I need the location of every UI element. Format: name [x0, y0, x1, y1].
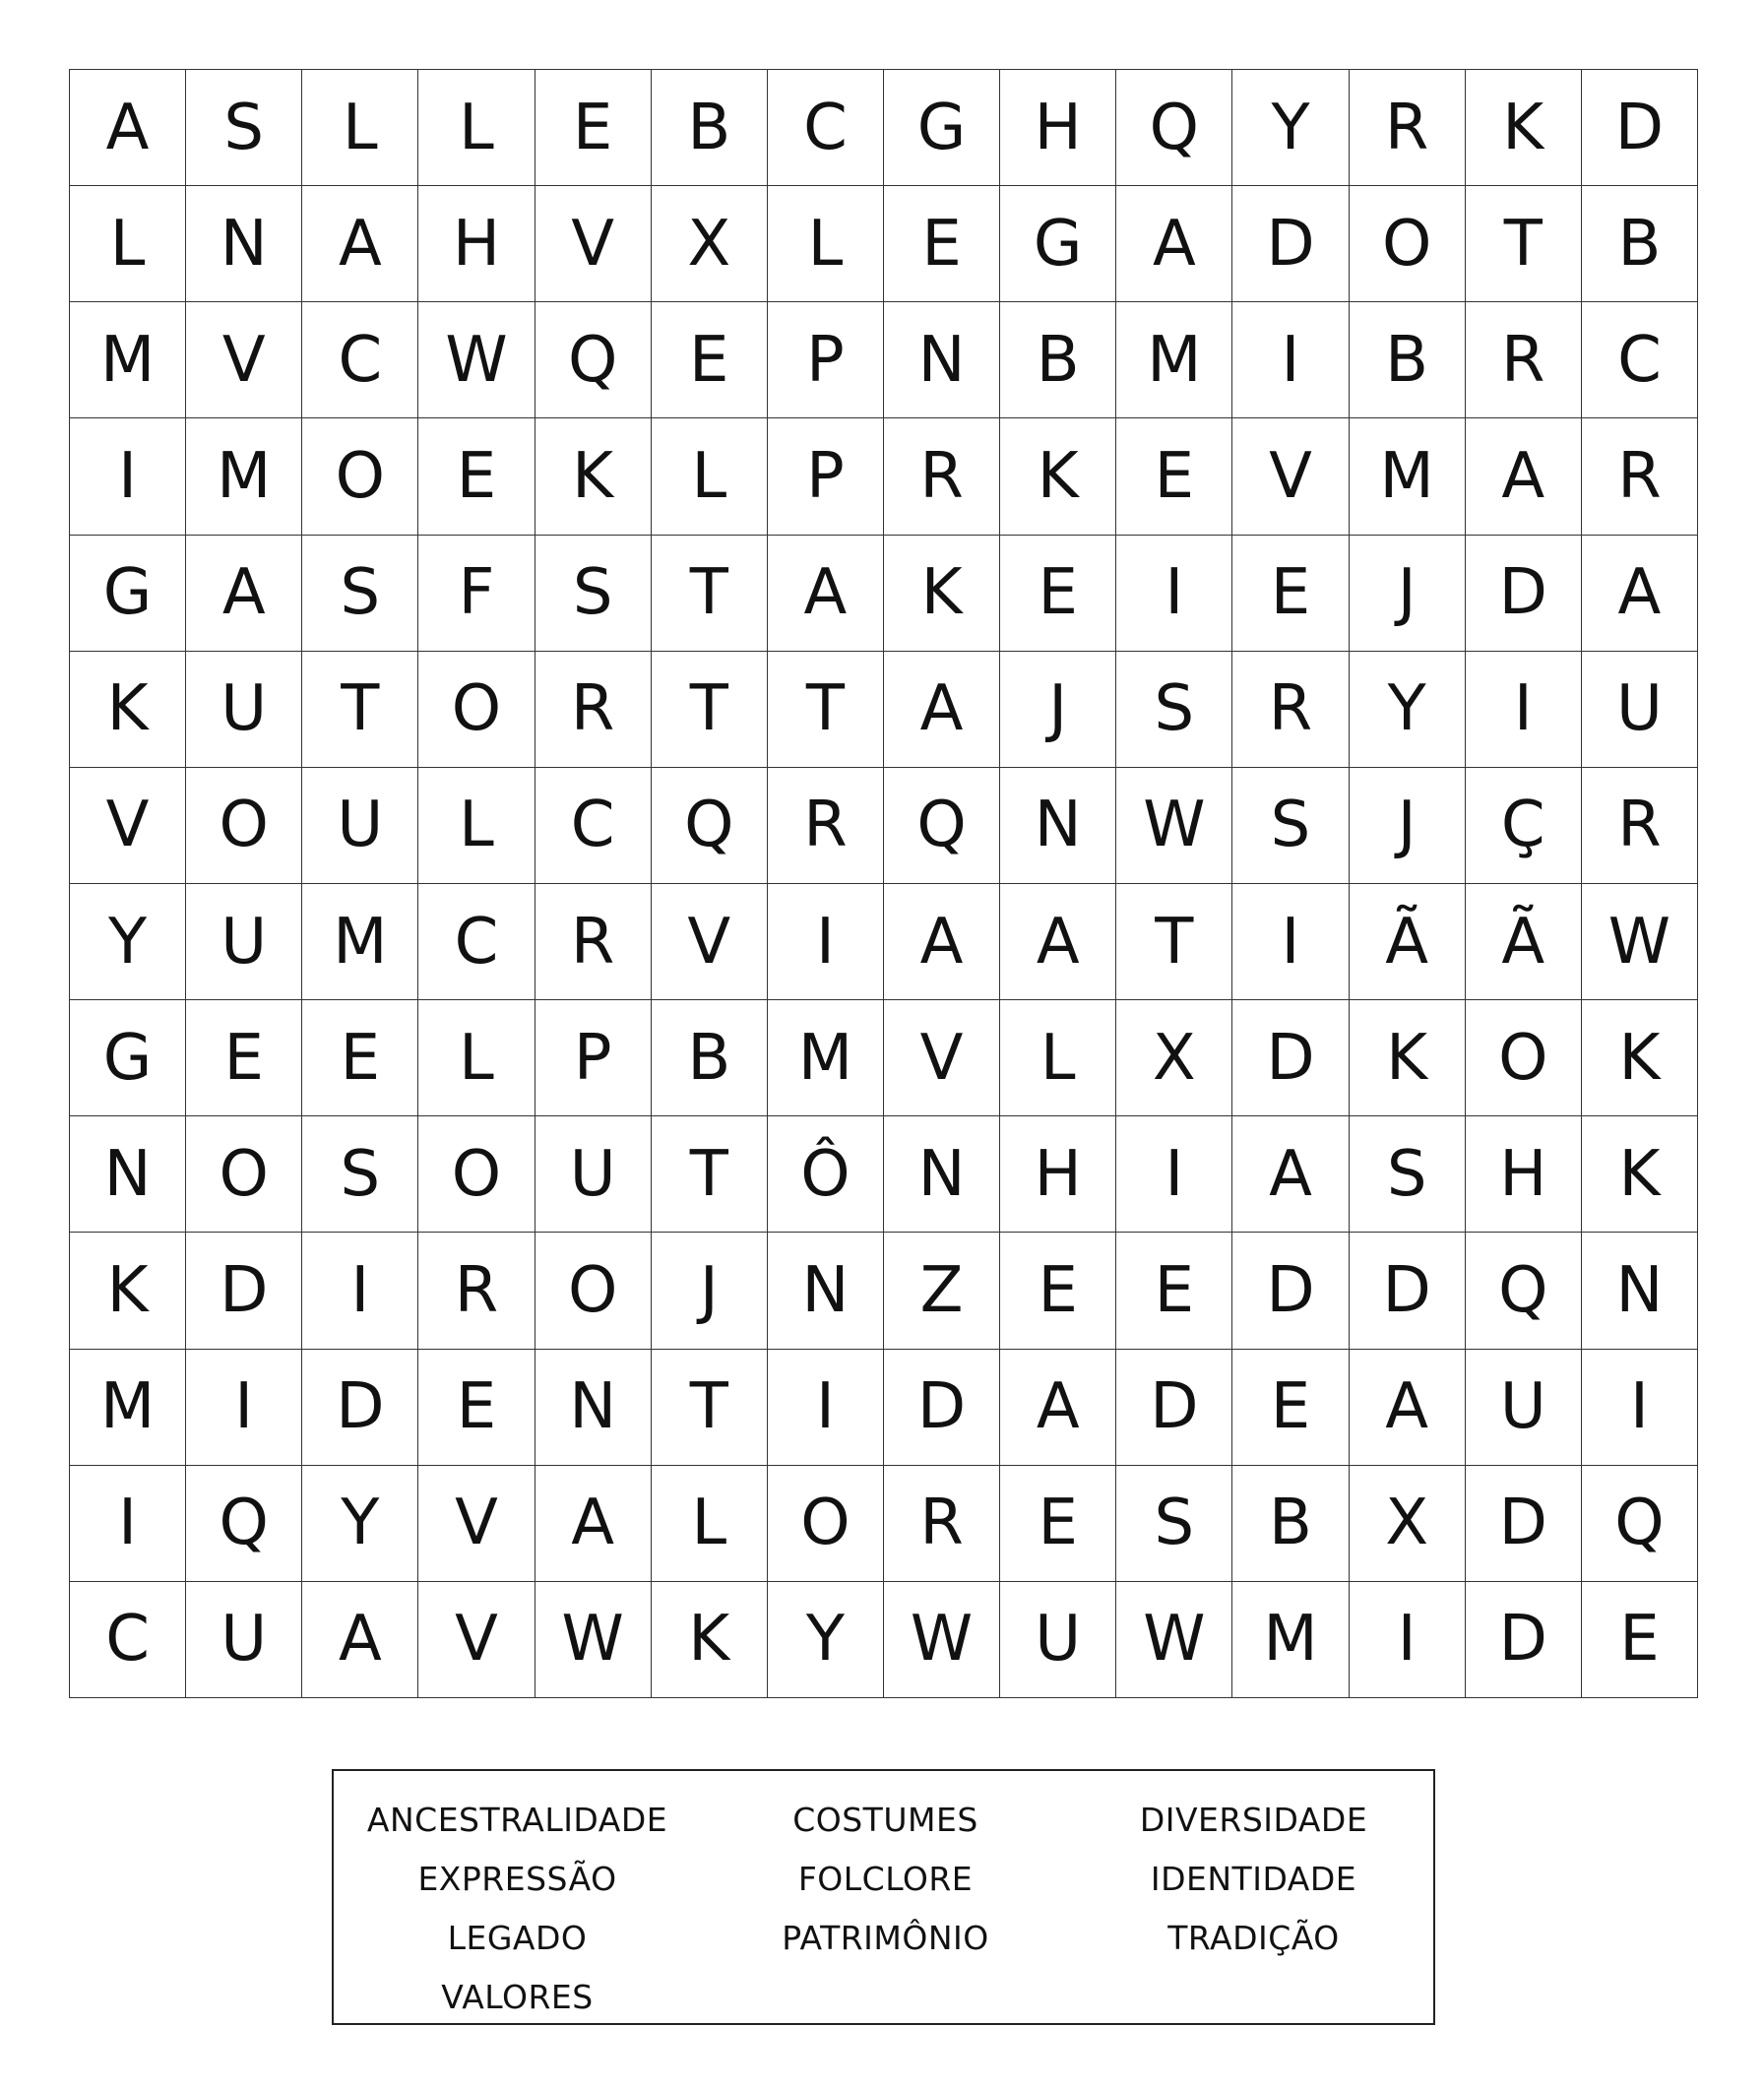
grid-cell[interactable]: L: [418, 70, 535, 186]
grid-cell[interactable]: P: [768, 302, 884, 418]
grid-cell[interactable]: R: [1582, 418, 1698, 535]
grid-cell[interactable]: U: [186, 1582, 302, 1698]
grid-cell[interactable]: D: [186, 1233, 302, 1349]
grid-cell[interactable]: N: [70, 1116, 186, 1233]
grid-cell[interactable]: R: [1350, 70, 1466, 186]
word-bank-column: [1070, 1791, 1437, 1968]
grid-cell[interactable]: E: [1000, 536, 1116, 652]
grid-cell[interactable]: G: [884, 70, 1000, 186]
grid-cell[interactable]: E: [884, 186, 1000, 302]
grid-cell[interactable]: Q: [186, 1466, 302, 1582]
grid-cell[interactable]: H: [1000, 1116, 1116, 1233]
grid-cell[interactable]: O: [418, 1116, 535, 1233]
grid-cell[interactable]: U: [302, 768, 418, 884]
grid-cell[interactable]: P: [768, 418, 884, 535]
grid-cell[interactable]: O: [536, 1233, 652, 1349]
grid-cell[interactable]: A: [70, 70, 186, 186]
grid-cell[interactable]: D: [1466, 1466, 1582, 1582]
grid-cell[interactable]: A: [186, 536, 302, 652]
word-expressao: EXPRESSÃO: [417, 1860, 617, 1898]
grid-cell[interactable]: V: [1232, 418, 1349, 535]
grid-cell[interactable]: I: [1116, 1116, 1232, 1233]
word-costumes: COSTUMES: [792, 1801, 978, 1839]
grid-cell[interactable]: E: [1116, 418, 1232, 535]
grid-cell[interactable]: T: [652, 536, 768, 652]
grid-cell[interactable]: G: [70, 536, 186, 652]
grid-cell[interactable]: Y: [70, 884, 186, 1000]
grid-cell[interactable]: T: [768, 652, 884, 768]
grid-cell[interactable]: M: [186, 418, 302, 535]
grid-cell[interactable]: M: [70, 1350, 186, 1466]
grid-cell[interactable]: I: [70, 1466, 186, 1582]
grid-cell[interactable]: R: [536, 884, 652, 1000]
grid-cell[interactable]: D: [884, 1350, 1000, 1466]
word-bank-column: [334, 1791, 701, 2027]
grid-cell[interactable]: A: [1000, 884, 1116, 1000]
grid-cell[interactable]: L: [418, 1000, 535, 1116]
grid-cell[interactable]: M: [1350, 418, 1466, 535]
grid-cell[interactable]: O: [418, 652, 535, 768]
grid-cell[interactable]: T: [302, 652, 418, 768]
grid-cell[interactable]: E: [1000, 1233, 1116, 1349]
grid-cell[interactable]: K: [70, 1233, 186, 1349]
grid-cell[interactable]: Ã: [1350, 884, 1466, 1000]
word-bank: [332, 1769, 1435, 2025]
grid-cell[interactable]: E: [1232, 536, 1349, 652]
grid-cell[interactable]: L: [652, 1466, 768, 1582]
grid-cell[interactable]: Z: [884, 1233, 1000, 1349]
grid-cell[interactable]: X: [1116, 1000, 1232, 1116]
grid-cell[interactable]: S: [1116, 652, 1232, 768]
grid-cell[interactable]: X: [652, 186, 768, 302]
grid-cell[interactable]: E: [1582, 1582, 1698, 1698]
grid-cell[interactable]: O: [1350, 186, 1466, 302]
grid-cell[interactable]: Q: [1582, 1466, 1698, 1582]
grid-cell[interactable]: K: [652, 1582, 768, 1698]
grid-cell[interactable]: V: [884, 1000, 1000, 1116]
grid-cell[interactable]: Q: [536, 302, 652, 418]
grid-cell[interactable]: Q: [1116, 70, 1232, 186]
grid-cell[interactable]: C: [302, 302, 418, 418]
grid-cell[interactable]: C: [536, 768, 652, 884]
grid-cell[interactable]: I: [768, 1350, 884, 1466]
grid-cell[interactable]: I: [1466, 652, 1582, 768]
grid-cell[interactable]: N: [884, 1116, 1000, 1233]
grid-cell[interactable]: A: [1116, 186, 1232, 302]
grid-cell[interactable]: Y: [1232, 70, 1349, 186]
grid-cell[interactable]: I: [70, 418, 186, 535]
grid-cell[interactable]: O: [186, 1116, 302, 1233]
grid-cell[interactable]: X: [1350, 1466, 1466, 1582]
word-identidade: IDENTIDADE: [1150, 1860, 1357, 1898]
grid-cell[interactable]: O: [186, 768, 302, 884]
grid-cell[interactable]: I: [1232, 302, 1349, 418]
grid-cell[interactable]: D: [1232, 186, 1349, 302]
grid-cell[interactable]: E: [1116, 1233, 1232, 1349]
grid-cell[interactable]: J: [1350, 768, 1466, 884]
grid-cell[interactable]: A: [302, 186, 418, 302]
grid-cell[interactable]: Y: [768, 1582, 884, 1698]
grid-cell[interactable]: A: [536, 1466, 652, 1582]
grid-cell[interactable]: K: [1582, 1116, 1698, 1233]
grid-cell[interactable]: H: [1466, 1116, 1582, 1233]
grid-cell[interactable]: J: [1350, 536, 1466, 652]
grid-cell[interactable]: E: [418, 1350, 535, 1466]
grid-cell[interactable]: T: [652, 1116, 768, 1233]
grid-cell[interactable]: P: [536, 1000, 652, 1116]
grid-cell[interactable]: D: [1466, 536, 1582, 652]
grid-cell[interactable]: M: [70, 302, 186, 418]
grid-cell[interactable]: S: [1232, 768, 1349, 884]
grid-cell[interactable]: R: [884, 1466, 1000, 1582]
grid-cell[interactable]: Q: [652, 768, 768, 884]
grid-cell[interactable]: M: [768, 1000, 884, 1116]
grid-cell[interactable]: I: [768, 884, 884, 1000]
grid-cell[interactable]: S: [302, 536, 418, 652]
grid-cell[interactable]: J: [1000, 652, 1116, 768]
grid-cell[interactable]: K: [1582, 1000, 1698, 1116]
grid-cell[interactable]: N: [768, 1233, 884, 1349]
grid-cell[interactable]: R: [1466, 302, 1582, 418]
grid-cell[interactable]: N: [1582, 1233, 1698, 1349]
grid-cell[interactable]: K: [536, 418, 652, 535]
grid-cell[interactable]: U: [1000, 1582, 1116, 1698]
grid-cell[interactable]: D: [1350, 1233, 1466, 1349]
grid-cell[interactable]: R: [884, 418, 1000, 535]
grid-cell[interactable]: S: [536, 536, 652, 652]
grid-cell[interactable]: U: [186, 652, 302, 768]
grid-cell[interactable]: D: [1466, 1582, 1582, 1698]
grid-cell[interactable]: G: [1000, 186, 1116, 302]
grid-cell[interactable]: E: [1000, 1466, 1116, 1582]
grid-cell[interactable]: E: [302, 1000, 418, 1116]
grid-cell[interactable]: I: [1582, 1350, 1698, 1466]
grid-cell[interactable]: C: [768, 70, 884, 186]
grid-cell[interactable]: T: [1116, 884, 1232, 1000]
grid-cell[interactable]: M: [1232, 1582, 1349, 1698]
grid-cell[interactable]: D: [1232, 1233, 1349, 1349]
grid-cell[interactable]: I: [1350, 1582, 1466, 1698]
grid-cell[interactable]: Ô: [768, 1116, 884, 1233]
grid-cell[interactable]: D: [1582, 70, 1698, 186]
grid-cell[interactable]: A: [884, 652, 1000, 768]
grid-cell[interactable]: U: [1466, 1350, 1582, 1466]
grid-cell[interactable]: S: [186, 70, 302, 186]
grid-cell[interactable]: N: [884, 302, 1000, 418]
grid-cell[interactable]: B: [1000, 302, 1116, 418]
word-patrimonio: PATRIMÔNIO: [782, 1919, 989, 1957]
grid-cell[interactable]: W: [536, 1582, 652, 1698]
grid-cell[interactable]: C: [418, 884, 535, 1000]
grid-cell[interactable]: B: [652, 70, 768, 186]
grid-cell[interactable]: R: [536, 652, 652, 768]
grid-cell[interactable]: D: [1232, 1000, 1349, 1116]
grid-cell[interactable]: A: [884, 884, 1000, 1000]
grid-cell[interactable]: S: [1350, 1116, 1466, 1233]
word-tradicao: TRADIÇÃO: [1167, 1919, 1340, 1957]
grid-cell[interactable]: N: [536, 1350, 652, 1466]
grid-cell[interactable]: N: [186, 186, 302, 302]
grid-cell[interactable]: Y: [1350, 652, 1466, 768]
grid-cell[interactable]: Q: [884, 768, 1000, 884]
grid-cell[interactable]: B: [1232, 1466, 1349, 1582]
grid-cell[interactable]: D: [1116, 1350, 1232, 1466]
grid-cell[interactable]: E: [186, 1000, 302, 1116]
grid-cell[interactable]: Y: [302, 1466, 418, 1582]
grid-cell[interactable]: S: [302, 1116, 418, 1233]
grid-cell[interactable]: E: [418, 418, 535, 535]
grid-cell[interactable]: I: [186, 1350, 302, 1466]
grid-cell[interactable]: R: [1582, 768, 1698, 884]
grid-cell[interactable]: K: [70, 652, 186, 768]
grid-cell[interactable]: L: [302, 70, 418, 186]
grid-cell[interactable]: W: [884, 1582, 1000, 1698]
grid-cell[interactable]: T: [652, 652, 768, 768]
grid-cell[interactable]: L: [418, 768, 535, 884]
grid-cell[interactable]: O: [768, 1466, 884, 1582]
grid-cell[interactable]: L: [652, 418, 768, 535]
word-search-grid: [69, 69, 1698, 1698]
grid-cell[interactable]: A: [1000, 1350, 1116, 1466]
grid-cell[interactable]: Ã: [1466, 884, 1582, 1000]
grid-cell[interactable]: Q: [1466, 1233, 1582, 1349]
grid-cell[interactable]: W: [1116, 1582, 1232, 1698]
grid-cell[interactable]: I: [1232, 884, 1349, 1000]
grid-cell[interactable]: W: [1116, 768, 1232, 884]
grid-cell[interactable]: T: [1466, 186, 1582, 302]
grid-cell[interactable]: O: [302, 418, 418, 535]
grid-cell[interactable]: S: [1116, 1466, 1232, 1582]
grid-cell[interactable]: K: [1000, 418, 1116, 535]
grid-cell[interactable]: H: [418, 186, 535, 302]
grid-cell[interactable]: A: [302, 1582, 418, 1698]
grid-cell[interactable]: W: [1582, 884, 1698, 1000]
grid-cell[interactable]: V: [186, 302, 302, 418]
grid-cell[interactable]: U: [1582, 652, 1698, 768]
word-ancestralidade: ANCESTRALIDADE: [366, 1801, 668, 1839]
grid-cell[interactable]: C: [70, 1582, 186, 1698]
grid-cell[interactable]: L: [1000, 1000, 1116, 1116]
word-legado: LEGADO: [447, 1919, 588, 1957]
grid-cell[interactable]: K: [1466, 70, 1582, 186]
grid-cell[interactable]: O: [1466, 1000, 1582, 1116]
word-valores: VALORES: [441, 1978, 594, 2016]
word-bank-column: [702, 1791, 1069, 1968]
grid-cell[interactable]: E: [652, 302, 768, 418]
grid-cell[interactable]: J: [652, 1233, 768, 1349]
grid-cell[interactable]: H: [1000, 70, 1116, 186]
grid-cell[interactable]: K: [1350, 1000, 1466, 1116]
grid-cell[interactable]: R: [1232, 652, 1349, 768]
grid-cell[interactable]: B: [652, 1000, 768, 1116]
grid-cell[interactable]: C: [1582, 302, 1698, 418]
word-diversidade: DIVERSIDADE: [1139, 1801, 1368, 1839]
grid-cell[interactable]: V: [418, 1582, 535, 1698]
grid-cell[interactable]: V: [70, 768, 186, 884]
grid-cell[interactable]: A: [1582, 536, 1698, 652]
grid-cell[interactable]: E: [1232, 1350, 1349, 1466]
grid-cell[interactable]: W: [418, 302, 535, 418]
grid-cell[interactable]: R: [768, 768, 884, 884]
grid-cell[interactable]: A: [768, 536, 884, 652]
grid-cell[interactable]: D: [302, 1350, 418, 1466]
grid-cell[interactable]: L: [70, 186, 186, 302]
grid-cell[interactable]: I: [1116, 536, 1232, 652]
grid-cell[interactable]: I: [302, 1233, 418, 1349]
grid-cell[interactable]: B: [1582, 186, 1698, 302]
grid-cell[interactable]: A: [1350, 1350, 1466, 1466]
grid-cell[interactable]: M: [302, 884, 418, 1000]
word-folclore: FOLCLORE: [797, 1860, 974, 1898]
grid-cell[interactable]: E: [536, 70, 652, 186]
grid-cell[interactable]: B: [1350, 302, 1466, 418]
grid-cell[interactable]: V: [536, 186, 652, 302]
grid-cell[interactable]: A: [1232, 1116, 1349, 1233]
grid-cell[interactable]: L: [768, 186, 884, 302]
grid-cell[interactable]: V: [418, 1466, 535, 1582]
grid-cell[interactable]: T: [652, 1350, 768, 1466]
grid-cell[interactable]: U: [536, 1116, 652, 1233]
grid-cell[interactable]: F: [418, 536, 535, 652]
grid-cell[interactable]: G: [70, 1000, 186, 1116]
grid-cell[interactable]: Ç: [1466, 768, 1582, 884]
grid-cell[interactable]: V: [652, 884, 768, 1000]
grid-cell[interactable]: K: [884, 536, 1000, 652]
grid-cell[interactable]: M: [1116, 302, 1232, 418]
grid-cell[interactable]: A: [1466, 418, 1582, 535]
grid-cell[interactable]: R: [418, 1233, 535, 1349]
grid-cell[interactable]: U: [186, 884, 302, 1000]
grid-cell[interactable]: N: [1000, 768, 1116, 884]
